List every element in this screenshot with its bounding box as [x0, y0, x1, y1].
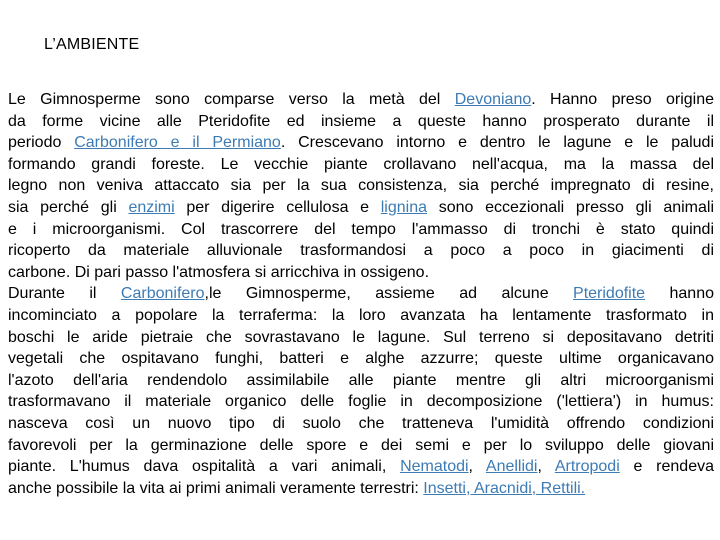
text-line: l'azoto dell'aria rendendolo assimilabile alle piante mentre gli altri microorganismi — [8, 371, 714, 389]
text-segment: , — [468, 458, 486, 476]
text-segment: Durante il — [8, 285, 121, 303]
link-enzimi[interactable]: enzimi — [128, 198, 175, 216]
link-carbonifero[interactable]: Carbonifero — [120, 285, 205, 303]
text-line — [8, 478, 714, 500]
text-segment: sono eccezionali presso gli animali — [427, 198, 715, 216]
link-anellidi[interactable]: Anellidi — [485, 458, 538, 476]
text-line: ricoperto da materiale alluvionale trasformandosi a poco a poco in giacimenti di — [8, 242, 714, 260]
text-segment: , — [537, 458, 555, 476]
page-title: L’AMBIENTE — [44, 36, 140, 53]
text-segment: hanno — [645, 285, 715, 303]
text-line: da forme vicine alle Pteridofite ed insieme a queste hanno prosperato durante il — [8, 112, 714, 130]
text-segment: periodo — [8, 134, 75, 152]
text-line: incominciato a popolare la terraferma: la loro avanzata ha lentamente trasformato in — [8, 306, 714, 324]
text-segment: Le Gimnosperme sono comparse verso la metà del — [8, 91, 455, 108]
text-segment: anche possibile la vita ai primi animali veramente terrestri: — [8, 479, 424, 497]
text-line — [8, 89, 714, 111]
link-pteridofite[interactable]: Pteridofite — [573, 285, 646, 303]
text-line: trasformavano il materiale organico delle foglie in decomposizione ('lettiera') in humus: — [8, 393, 714, 411]
text-line: favorevoli per la germinazione delle spore e dei semi e per lo sviluppo delle giovani — [8, 436, 714, 454]
link-insetti-aracnidi-rettili[interactable]: Insetti, Aracnidi, Rettili. — [423, 479, 586, 497]
text-line — [8, 132, 714, 154]
text-line — [8, 197, 714, 219]
link-lignina[interactable]: lignina — [380, 198, 428, 216]
text-segment: e rendeva — [619, 458, 715, 476]
text-line: legno non veniva attaccato sia per la sua consistenza, sia perché impregnato di resine, — [8, 177, 714, 195]
text-segment: per digerire cellulosa e — [174, 198, 381, 216]
text-line: nasceva così un nuovo tipo di suolo che tratteneva l'umidità offrendo condizioni — [8, 414, 714, 432]
text-line: e i microorganismi. Col trascorrere del tempo l'ammasso di tronchi è stato quindi — [8, 220, 714, 238]
text-segment: . Crescevano intorno e dentro le lagune e le paludi — [280, 134, 714, 152]
text-line: formando grandi foreste. Le vecchie piante crollavano nell'acqua, ma la massa del — [8, 155, 714, 173]
link-devoniano[interactable]: Devoniano — [454, 91, 532, 108]
text-segment: piante. L'humus dava ospitalità a vari animali, — [8, 458, 401, 476]
body-text — [8, 89, 714, 499]
link-artropodi[interactable]: Artropodi — [554, 458, 620, 476]
text-line — [8, 456, 714, 478]
text-segment: sia perché gli — [8, 198, 129, 216]
text-line: boschi le aride pietraie che sovrastavano le lagune. Sul terreno si depositavano detriti — [8, 328, 714, 346]
text-line: vegetali che ospitavano funghi, batteri e alghe azzurre; queste ultime organicavano — [8, 350, 714, 368]
text-segment: ,le Gimnosperme, assieme ad alcune — [204, 285, 574, 303]
text-line: carbone. Di pari passo l'atmosfera si arricchiva in ossigeno. — [8, 263, 430, 281]
link-carbonifero-permiano[interactable]: Carbonifero e il Permiano — [74, 134, 281, 152]
text-segment: . Hanno preso origine — [531, 91, 715, 108]
text-line — [8, 283, 714, 305]
link-nematodi[interactable]: Nematodi — [400, 458, 469, 476]
